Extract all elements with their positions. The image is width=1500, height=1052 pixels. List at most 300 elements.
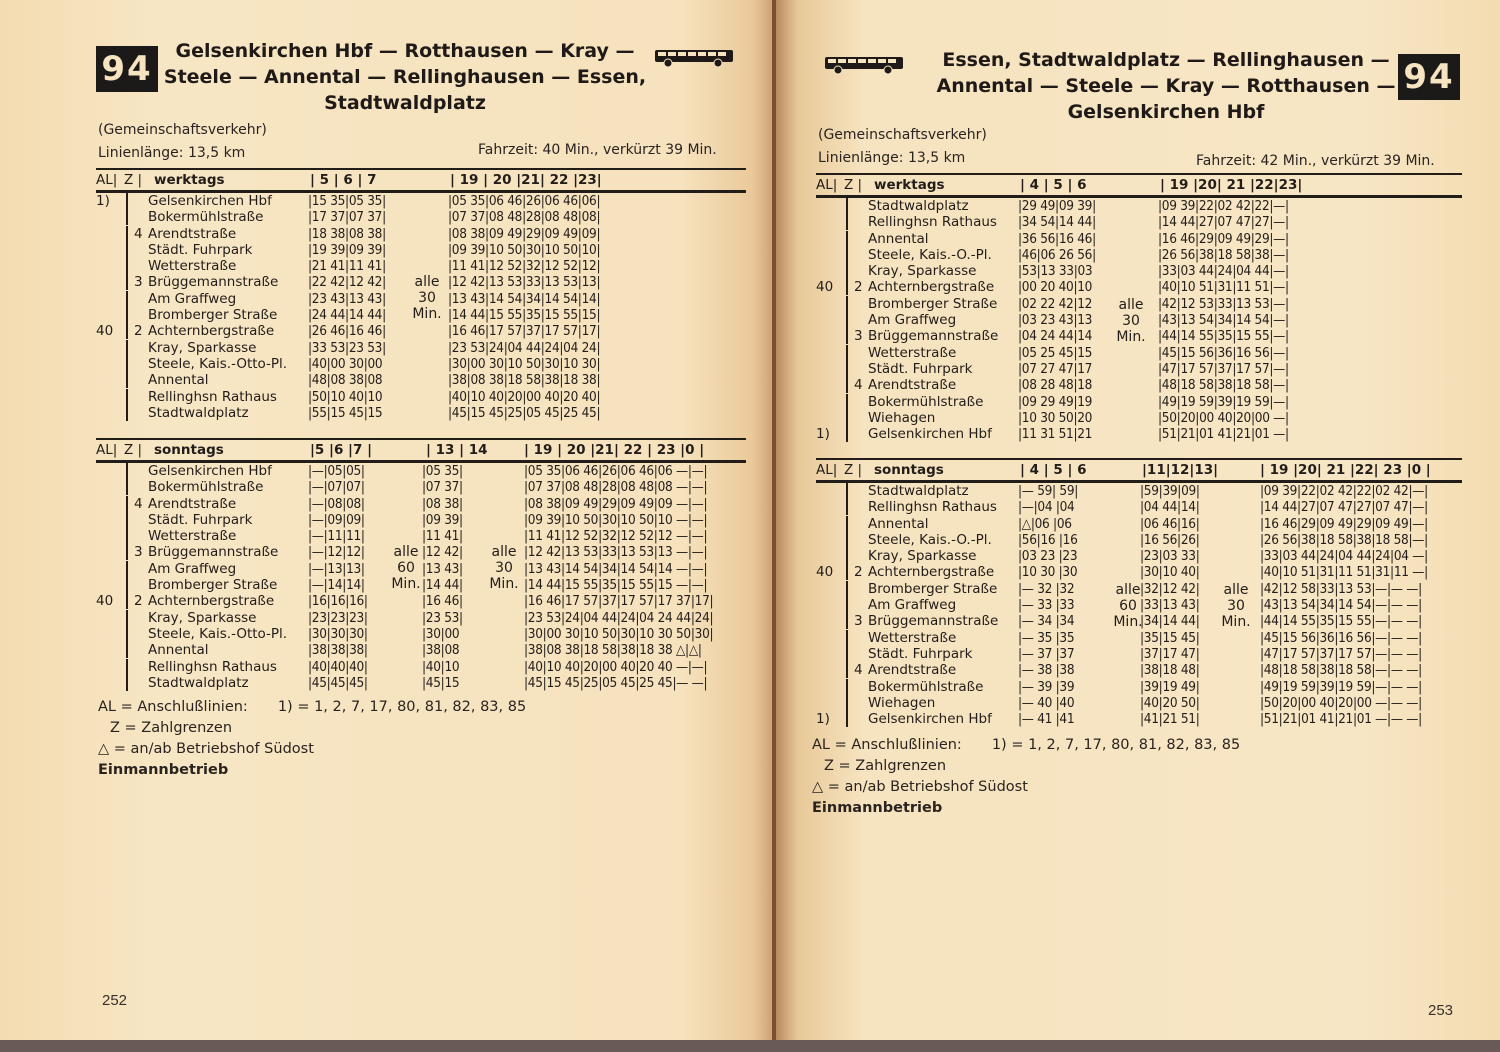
departure-times: |41|21 51|: [1140, 711, 1200, 728]
stop-name: Steele, Kais.-O.-Pl.: [868, 246, 992, 263]
col-header-z: Z |: [124, 172, 143, 188]
column-divider: [846, 263, 848, 279]
table-row: [96, 528, 746, 544]
departure-times: |— 41 |41: [1018, 711, 1075, 728]
departure-times: |40|10 51|31|11 51|31|11 —|: [1260, 564, 1428, 581]
connection-lines-marker: 40: [96, 323, 114, 340]
column-divider: [126, 258, 128, 274]
column-divider: [126, 528, 128, 544]
line-number-badge: 94: [1398, 54, 1460, 100]
legend-triangle: △ = an/ab Betriebshof Südost: [98, 741, 314, 757]
departure-times: |—|09|09|: [308, 511, 365, 528]
departure-times: |11 41|12 52|32|12 52|12 —|—|: [524, 528, 708, 545]
departure-times: |23|03 33|: [1140, 548, 1200, 565]
stop-name: Rellinghsn Rathaus: [148, 388, 277, 405]
stop-name: Bromberger Straße: [148, 307, 278, 324]
departure-times: |45|15: [422, 674, 460, 691]
column-divider: [126, 356, 128, 372]
departure-times: |36 56|16 46|: [1018, 230, 1096, 247]
sunday-timetable: [96, 438, 746, 691]
legend: [812, 735, 1240, 819]
stop-name: Kray, Sparkasse: [148, 339, 257, 356]
column-divider: [846, 711, 848, 727]
table-row: [816, 499, 1462, 515]
departure-times: |13 43|14 54|34|14 54|14 —|—|: [524, 560, 708, 577]
interval-minutes: 30: [495, 560, 513, 576]
interval-unit: Min.: [489, 576, 519, 592]
fare-zone: 3: [134, 544, 143, 561]
departure-times: |— 34 |34: [1018, 613, 1075, 630]
hour-headers: | 19 | 20 |21| 22 |23|: [450, 172, 602, 188]
departure-times: |42|12 53|33|13 53|—|: [1158, 295, 1289, 312]
departure-times: |38|18 48|: [1140, 662, 1200, 679]
stop-name: Bokermühlstraße: [148, 209, 264, 226]
departure-times: |38|38|38|: [308, 642, 368, 659]
interval-minutes: 60: [1119, 598, 1137, 614]
departure-times: |18 38|08 38|: [308, 225, 386, 242]
column-divider: [126, 675, 128, 691]
departure-times: |10 30 50|20: [1018, 409, 1093, 426]
departure-times: |30|00 30|10 50|30|10 30|: [448, 355, 601, 372]
column-divider: [846, 296, 848, 312]
stop-name: Brüggemannstraße: [148, 544, 279, 561]
column-divider: [846, 597, 848, 613]
hour-headers: |11|12|13|: [1142, 462, 1219, 478]
departure-times: |— 40 |40: [1018, 694, 1075, 711]
departure-times: |42|12 58|33|13 53|—|— —|: [1260, 580, 1422, 597]
departure-times: |16|16|16|: [308, 593, 368, 610]
hour-headers: |5 |6 |7 |: [310, 442, 373, 458]
hour-headers: | 5 | 6 | 7: [310, 172, 377, 188]
fare-zone: 4: [854, 662, 863, 679]
departure-times: |19 39|09 39|: [308, 241, 386, 258]
departure-times: |08 28 48|18: [1018, 377, 1093, 394]
table-row: [96, 323, 746, 339]
departure-times: |26 46|16 46|: [308, 323, 386, 340]
stop-name: Gelsenkirchen Hbf: [868, 426, 992, 443]
departure-times: |09 39|10 50|30|10 50|10|: [448, 241, 601, 258]
departure-times: |16 56|26|: [1140, 531, 1200, 548]
departure-times: |33|03 44|24|04 44|24|04 —|: [1260, 548, 1428, 565]
table-row: [96, 626, 746, 642]
stop-name: Arendtstraße: [868, 662, 957, 679]
column-divider: [846, 564, 848, 580]
weekday-timetable: [816, 173, 1462, 442]
column-divider: [126, 463, 128, 479]
bus-icon: [824, 55, 904, 75]
fare-zone: 3: [854, 613, 863, 630]
departure-times: |43|13 54|34|14 54|—|— —|: [1260, 597, 1422, 614]
column-divider: [846, 630, 848, 646]
departure-times: |23 53|24|04 44|24|04 24 44|24|: [524, 609, 714, 626]
departure-times: |05 25 45|15: [1018, 344, 1093, 361]
interval-unit: Min.: [412, 306, 442, 322]
departure-times: |16 46|29|09 49|29|09 49|—|: [1260, 515, 1428, 532]
departure-times: |08 38|: [422, 495, 463, 512]
table-row: [816, 394, 1462, 410]
column-divider: [846, 410, 848, 426]
stop-name: Städt. Fuhrpark: [148, 511, 253, 528]
departure-times: |30|00: [422, 625, 460, 642]
column-divider: [126, 274, 128, 290]
departure-times: |16 46|29|09 49|29|—|: [1158, 230, 1289, 247]
col-header-al: AL|: [96, 172, 118, 188]
stop-name: Wetterstraße: [868, 629, 957, 646]
departure-times: |04 44|14|: [1140, 499, 1200, 516]
stop-name: Arendtstraße: [148, 225, 237, 242]
table-row: [816, 247, 1462, 263]
departure-times: |35|15 45|: [1140, 629, 1200, 646]
stop-name: Annental: [148, 372, 209, 389]
column-divider: [126, 626, 128, 642]
departure-times: |30|10 40|: [1140, 564, 1200, 581]
stop-name: Wetterstraße: [868, 344, 957, 361]
interval-word: alle: [1115, 582, 1141, 598]
connection-lines-marker: 1): [96, 193, 110, 209]
departure-times: |51|21|01 41|21|01 —|: [1158, 426, 1289, 443]
departure-times: |44|14 55|35|15 55|—|— —|: [1260, 613, 1422, 630]
legend-z: Z = Zahlgrenzen: [110, 720, 233, 736]
stop-name: Bromberger Straße: [868, 580, 998, 597]
table-row: [96, 242, 746, 258]
bus-icon: [654, 48, 734, 68]
table-row: [96, 610, 746, 626]
departure-times: |16 46|: [422, 593, 463, 610]
column-divider: [846, 231, 848, 247]
departure-times: |30|00 30|10 50|30|10 30 50|30|: [524, 625, 714, 642]
departure-times: |50|10 40|10: [308, 388, 383, 405]
departure-times: |16 46|17 57|37|17 57|17|: [448, 323, 601, 340]
column-divider: [126, 372, 128, 388]
departure-times: |51|21|01 41|21|01 —|— —|: [1260, 711, 1422, 728]
route-title-line: Steele — Annental — Rellinghausen — Essen,: [163, 66, 647, 88]
interval-minutes: 60: [397, 560, 415, 576]
departure-times: |13 43|14 54|34|14 54|14|: [448, 290, 601, 307]
departure-times: |56|16 |16: [1018, 531, 1078, 548]
col-header-z: Z |: [844, 177, 863, 193]
column-divider: [126, 544, 128, 560]
column-divider: [846, 345, 848, 361]
departure-times: |29 49|09 39|: [1018, 198, 1096, 214]
interval-note: [404, 274, 450, 322]
departure-times: |23 53|: [422, 609, 463, 626]
table-row: [816, 198, 1462, 214]
hour-headers: | 4 | 5 | 6: [1020, 177, 1087, 193]
stop-name: Bokermühlstraße: [868, 393, 984, 410]
departure-times: |40|10: [422, 658, 460, 675]
stop-name: Bokermühlstraße: [868, 678, 984, 695]
departure-times: |45|15 45|25|05 45|25 45|— —|: [524, 674, 708, 691]
day-type-label: sonntags: [874, 462, 944, 478]
table-header: [96, 168, 746, 193]
departure-times: |12 42|: [422, 544, 463, 561]
hour-headers: | 4 | 5 | 6: [1020, 462, 1087, 478]
table-row: [96, 226, 746, 242]
route-title-line: Stadtwaldplatz: [324, 92, 486, 114]
fare-zone: 4: [854, 377, 863, 394]
fare-zone: 2: [854, 279, 863, 296]
stop-name: Stadtwaldplatz: [148, 674, 249, 691]
departure-times: |07 27 47|17: [1018, 360, 1093, 377]
table-row: [96, 659, 746, 675]
column-divider: [846, 394, 848, 410]
page-number: 252: [102, 992, 128, 1009]
table-row: [816, 483, 1462, 499]
column-divider: [126, 242, 128, 258]
column-divider: [126, 496, 128, 512]
table-row: [816, 516, 1462, 532]
interval-word: alle: [1118, 297, 1144, 313]
stop-name: Wetterstraße: [148, 528, 237, 545]
departure-times: |09 39|: [422, 511, 463, 528]
stop-name: Am Graffweg: [148, 290, 237, 307]
table-row: [96, 479, 746, 495]
table-row: [816, 361, 1462, 377]
column-divider: [126, 291, 128, 307]
departure-times: |04 24 44|14: [1018, 328, 1093, 345]
departure-times: |32|12 42|: [1140, 580, 1200, 597]
departure-times: |43|13 54|34|14 54|—|: [1158, 312, 1289, 329]
fare-zone: 3: [134, 274, 143, 291]
col-header-z: Z |: [124, 442, 143, 458]
fare-zone: 2: [134, 593, 143, 610]
stop-name: Am Graffweg: [868, 597, 957, 614]
route-title-line: Essen, Stadtwaldplatz — Rellinghausen —: [942, 49, 1390, 71]
stop-name: Städt. Fuhrpark: [868, 360, 973, 377]
departure-times: |44|14 55|35|15 55|—|: [1158, 328, 1289, 345]
departure-times: |47|17 57|37|17 57|—|— —|: [1260, 645, 1422, 662]
stop-name: Gelsenkirchen Hbf: [868, 711, 992, 728]
stop-name: Achternbergstraße: [868, 564, 995, 581]
column-divider: [846, 247, 848, 263]
legend-al: AL = Anschlußlinien:: [812, 737, 962, 753]
table-row: [96, 193, 746, 209]
table-row: [96, 405, 746, 421]
interval-note: [384, 544, 428, 592]
departure-times: |26 56|38|18 58|38|—|: [1158, 246, 1289, 263]
table-header: [816, 173, 1462, 198]
departure-times: |10 30 |30: [1018, 564, 1078, 581]
stop-name: Wetterstraße: [148, 258, 237, 275]
departure-times: |—|07|07|: [308, 479, 365, 496]
departure-times: |53|13 33|03: [1018, 263, 1093, 280]
stop-name: Städt. Fuhrpark: [868, 645, 973, 662]
stop-name: Brüggemannstraße: [148, 274, 279, 291]
stop-name: Brüggemannstraße: [868, 613, 999, 630]
table-header: [96, 438, 746, 463]
column-divider: [846, 679, 848, 695]
departure-times: |45|15 56|36|16 56|—|: [1158, 344, 1289, 361]
col-header-al: AL|: [816, 462, 838, 478]
table-row: [816, 711, 1462, 727]
departure-times: |06 46|16|: [1140, 515, 1200, 532]
table-row: [96, 463, 746, 479]
departure-times: |07 37|: [422, 479, 463, 496]
departure-times: |— 38 |38: [1018, 662, 1075, 679]
stop-name: Kray, Sparkasse: [868, 263, 977, 280]
departure-times: |11 41|: [422, 528, 463, 545]
stop-name: Bromberger Straße: [148, 577, 278, 594]
departure-times: |48|18 58|38|18 58|—|— —|: [1260, 662, 1422, 679]
column-divider: [126, 389, 128, 405]
departure-times: |33|03 44|24|04 44|—|: [1158, 263, 1289, 280]
departure-times: |09 39|10 50|30|10 50|10 —|—|: [524, 511, 708, 528]
interval-unit: Min.: [1113, 614, 1143, 630]
interval-note: [1108, 297, 1154, 345]
stop-name: Achternbergstraße: [148, 593, 275, 610]
day-type-label: sonntags: [154, 442, 224, 458]
fare-zone: 2: [854, 564, 863, 581]
sunday-timetable: [816, 458, 1462, 727]
column-divider: [126, 209, 128, 225]
table-row: [96, 372, 746, 388]
column-divider: [846, 426, 848, 442]
connection-lines-marker: 1): [816, 711, 830, 728]
table-row: [816, 279, 1462, 295]
departure-times: |38|08 38|18 58|38|18 38 △|△|: [524, 642, 702, 659]
stop-name: Wiehagen: [868, 409, 936, 426]
column-divider: [126, 512, 128, 528]
departure-times: |— 33 |33: [1018, 597, 1075, 614]
legend-oneman: Einmannbetrieb: [812, 800, 943, 816]
departure-times: |39|19 49|: [1140, 678, 1200, 695]
stop-name: Steele, Kais.-Otto-Pl.: [148, 355, 288, 372]
stop-name: Steele, Kais.-Otto-Pl.: [148, 625, 288, 642]
interval-unit: Min.: [1221, 614, 1251, 630]
departure-times: |30|30|30|: [308, 625, 368, 642]
hour-headers: | 19 |20| 21 |22|23|: [1160, 177, 1303, 193]
stop-name: Kray, Sparkasse: [868, 548, 977, 565]
stop-name: Rellinghsn Rathaus: [868, 499, 997, 516]
departure-times: |48|08 38|08: [308, 372, 383, 389]
departure-times: |—|11|11|: [308, 528, 365, 545]
column-divider: [846, 361, 848, 377]
interval-minutes: 30: [1227, 598, 1245, 614]
departure-times: |12 42|13 53|33|13 53|13|: [448, 274, 601, 291]
route-title-line: Gelsenkirchen Hbf — Rotthausen — Kray —: [175, 40, 635, 62]
table-row: [816, 662, 1462, 678]
legend-oneman: Einmannbetrieb: [98, 762, 229, 778]
departure-times: |14 44|27|07 47|27|07 47|—|: [1260, 499, 1428, 516]
departure-times: |13 43|: [422, 560, 463, 577]
legend-z: Z = Zahlgrenzen: [824, 758, 947, 774]
stop-name: Achternbergstraße: [868, 279, 995, 296]
interval-minutes: 30: [1122, 313, 1140, 329]
departure-times: |48|18 58|38|18 58|—|: [1158, 377, 1289, 394]
departure-times: |05 35|06 46|26|06 46|06 —|—|: [524, 463, 708, 479]
departure-times: |50|20|00 40|20|00 —|— —|: [1260, 694, 1422, 711]
legend-triangle: △ = an/ab Betriebshof Südost: [812, 779, 1028, 795]
hour-headers: | 19 |20| 21 |22| 23 |0 |: [1260, 462, 1431, 478]
departure-times: |11 31 51|21: [1018, 426, 1093, 443]
stop-name: Bromberger Straße: [868, 295, 998, 312]
column-divider: [126, 405, 128, 421]
departure-times: |38|08 38|18 58|38|18 38|: [448, 372, 601, 389]
departure-times: |45|15 45|25|05 45|25 45|: [448, 404, 601, 421]
column-divider: [846, 646, 848, 662]
stop-name: Kray, Sparkasse: [148, 609, 257, 626]
departure-times: |—|04 |04: [1018, 499, 1075, 516]
column-divider: [846, 214, 848, 230]
table-row: [816, 679, 1462, 695]
departure-times: |16 46|17 57|37|17 57|17 37|17|: [524, 593, 714, 610]
stop-name: Am Graffweg: [868, 312, 957, 329]
table-header: [816, 458, 1462, 483]
stop-name: Städt. Fuhrpark: [148, 241, 253, 258]
departure-times: |14 44|15 55|35|15 55|15|: [448, 307, 601, 324]
interval-unit: Min.: [1116, 329, 1146, 345]
departure-times: |07 37|08 48|28|08 48|08 —|—|: [524, 479, 708, 496]
departure-times: |49|19 59|39|19 59|—|— —|: [1260, 678, 1422, 695]
column-divider: [126, 340, 128, 356]
departure-times: |33|13 43|: [1140, 597, 1200, 614]
table-row: [816, 377, 1462, 393]
departure-times: |08 38|09 49|29|09 49|09 —|—|: [524, 495, 708, 512]
table-row: [96, 496, 746, 512]
table-row: [96, 258, 746, 274]
stop-name: Stadtwaldplatz: [148, 404, 249, 421]
departure-times: |34|14 44|: [1140, 613, 1200, 630]
departure-times: |09 39|22|02 42|22|02 42|—|: [1260, 483, 1428, 499]
departure-times: |23|23|23|: [308, 609, 368, 626]
table-row: [816, 564, 1462, 580]
departure-times: |23 53|24|04 44|24|04 24|: [448, 339, 601, 356]
col-header-al: AL|: [816, 177, 838, 193]
day-type-label: werktags: [154, 172, 225, 188]
column-divider: [126, 307, 128, 323]
departure-times: |03 23 43|13: [1018, 312, 1093, 329]
column-divider: [126, 659, 128, 675]
fare-zone: 4: [134, 495, 143, 512]
column-divider: [846, 613, 848, 629]
departure-times: |45|45|45|: [308, 674, 368, 691]
table-row: [96, 512, 746, 528]
connection-lines-marker: 40: [816, 279, 834, 296]
departure-times: |—|14|14|: [308, 577, 365, 594]
interval-note: [1106, 582, 1150, 630]
line-length: Linienlänge: 13,5 km: [98, 145, 246, 161]
stop-name: Arendtstraße: [148, 495, 237, 512]
stop-name: Bokermühlstraße: [148, 479, 264, 496]
departure-times: |49|19 59|39|19 59|—|: [1158, 393, 1289, 410]
stop-name: Arendtstraße: [868, 377, 957, 394]
column-divider: [126, 593, 128, 609]
route-title-line: Gelsenkirchen Hbf: [1067, 101, 1265, 123]
column-divider: [126, 577, 128, 593]
column-divider: [846, 279, 848, 295]
legend: [98, 697, 526, 781]
column-divider: [846, 328, 848, 344]
departure-times: |14 44|27|07 47|27|—|: [1158, 214, 1289, 231]
stop-name: Annental: [868, 230, 929, 247]
line-length: Linienlänge: 13,5 km: [818, 150, 966, 166]
departure-times: |47|17 57|37|17 57|—|: [1158, 360, 1289, 377]
departure-times: |26 56|38|18 58|38|18 58|—|: [1260, 531, 1428, 548]
interval-word: alle: [491, 544, 517, 560]
table-row: [816, 630, 1462, 646]
departure-times: |—|05|05|: [308, 463, 365, 479]
table-row: [816, 532, 1462, 548]
interval-word: alle: [1223, 582, 1249, 598]
col-header-al: AL|: [96, 442, 118, 458]
legend-al: AL = Anschlußlinien:: [98, 699, 248, 715]
departure-times: |11 41|12 52|32|12 52|12|: [448, 258, 601, 275]
departure-times: |17 37|07 37|: [308, 209, 386, 226]
departure-times: |45|15 56|36|16 56|—|— —|: [1260, 629, 1422, 646]
stop-name: Am Graffweg: [148, 560, 237, 577]
travel-time: Fahrzeit: 40 Min., verkürzt 39 Min.: [478, 142, 717, 158]
interval-unit: Min.: [391, 576, 421, 592]
